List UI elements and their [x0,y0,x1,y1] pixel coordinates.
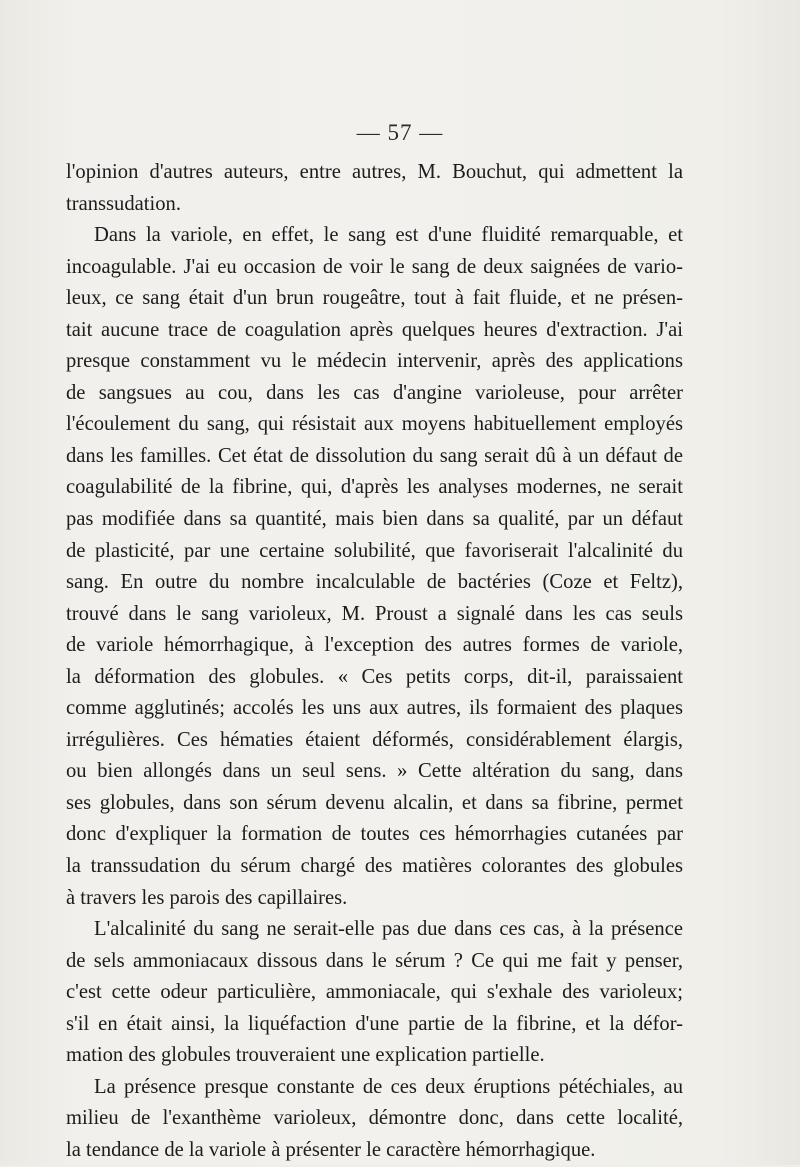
text-line: à travers les parois des capillaires. [66,886,348,909]
text-line: s'il en était ainsi, la liquéfaction d'une partie de la fibrine, et la défor- [66,1012,683,1035]
text-line: de variole hémorrhagique, à l'exception des autres formes de variole, [66,634,683,657]
text-line: irrégulières. Ces hématies étaient déformés, considérablement élargis, [66,728,683,751]
text-line: leux, ce sang était d'un brun rougeâtre, tout à fait fluide, et ne présen- [66,287,683,310]
text-line: tait aucune trace de coagulation après quelques heures d'extraction. J'ai [66,318,683,341]
text-line: donc d'expliquer la formation de toutes ces hémorrhagies cutanées par [66,823,683,846]
text-line: l'opinion d'autres auteurs, entre autres, M. Bouchut, qui admettent la [66,161,683,183]
text-line: L'alcalinité du sang ne serait-elle pas due dans ces cas, à la présence [94,918,683,941]
text-line: de sangsues au cou, dans les cas d'angine varioleuse, pour arrêter [66,381,683,404]
text-line: l'écoulement du sang, qui résistait aux moyens habituellement employés [66,413,683,436]
body-text [66,157,683,1167]
text-line: mation des globules trouveraient une explication partielle. [66,1044,545,1067]
text-line: incoagulable. J'ai eu occasion de voir le sang de deux saignées de vario- [66,255,683,278]
text-line: ses globules, dans son sérum devenu alcalin, et dans sa fibrine, permet [66,791,683,814]
text-line: la déformation des globules. « Ces petits corps, dit-il, paraissaient [66,665,683,688]
text-line: comme agglutinés; accolés les uns aux autres, ils formaient des plaques [66,697,683,720]
text-line: transsudation. [66,192,181,215]
text-line: dans les familles. Cet état de dissolution du sang serait dû à un défaut de [66,444,683,467]
text-line: milieu de l'exanthème varioleux, démontre donc, dans cette localité, [66,1107,683,1130]
text-line: de sels ammoniacaux dissous dans le sérum ? Ce qui me fait y penser, [66,949,683,972]
text-line: trouvé dans le sang varioleux, M. Proust a signalé dans les cas seuls [66,602,683,625]
text-line: coagulabilité de la fibrine, qui, d'après les analyses modernes, ne serait [66,476,683,499]
text-line: Dans la variole, en effet, le sang est d'une fluidité remarquable, et [94,224,683,247]
page-number: — 57 — [356,120,444,145]
text-line: sang. En outre du nombre incalculable de bactéries (Coze et Feltz), [66,571,683,594]
text-line: La présence presque constante de ces deux éruptions pétéchiales, au [94,1075,683,1098]
text-line: de plasticité, par une certaine solubilité, que favoriserait l'alcalinité du [66,539,683,562]
text-line: la tendance de la variole à présenter le caractère hémorrhagique. [66,1138,596,1161]
text-line: ou bien allongés dans un seul sens. » Cette altération du sang, dans [66,760,683,783]
text-line: la transsudation du sérum chargé des matières colorantes des globules [66,855,683,878]
text-line: c'est cette odeur particulière, ammoniacale, qui s'exhale des varioleux; [66,981,683,1004]
text-line: presque constamment vu le médecin intervenir, après des applications [66,350,683,373]
text-line: pas modifiée dans sa quantité, mais bien dans sa qualité, par un défaut [66,508,683,531]
